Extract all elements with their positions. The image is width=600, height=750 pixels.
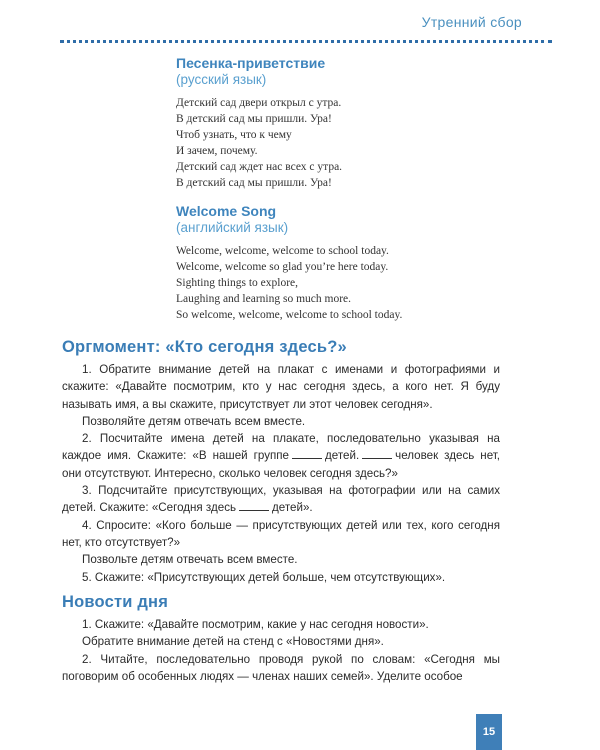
orgmoment-section	[62, 338, 500, 586]
verse-line: В детский сад мы пришли. Ура!	[176, 113, 332, 125]
verse-line: И зачем, почему.	[176, 145, 258, 157]
paragraph-text: 3. Подсчитайте присутствующих, указывая на фотографии или на самих детей. Скажите: «Сегодня здесь	[62, 484, 500, 515]
paragraph: 2. Читайте, последовательно проводя рукой по словам: «Сегодня мы поговорим об особенных людях — членах наших семей». Уделите особое	[62, 652, 500, 683]
paragraph-text: 2. Посчитайте имена детей на плакате, последовательно указывая на каждое имя. Скажите: «В нашей группе	[62, 432, 500, 463]
fill-in-blank	[239, 500, 269, 511]
verse-line: Детский сад двери открыл с утра.	[176, 97, 342, 109]
paragraph: 4. Спросите: «Кого больше — присутствующих детей или тех, кого сегодня нет, кто отсутствует?»	[62, 518, 500, 549]
verse-line: Laughing and learning so much more.	[176, 293, 352, 305]
verse-line: Welcome, welcome, welcome to school today.	[176, 245, 389, 257]
paragraph-text: детей.	[325, 449, 360, 463]
song-subtitle: (русский язык)	[176, 72, 267, 87]
section-title: Оргмомент: «Кто сегодня здесь?»	[62, 338, 347, 356]
verse-line: В детский сад мы пришли. Ура!	[176, 177, 332, 189]
verse-line: Sighting things to explore,	[176, 277, 299, 289]
paragraph: Обратите внимание детей на стенд с «Новостями дня».	[82, 635, 384, 649]
fill-in-blank	[362, 448, 392, 459]
section-title: Новости дня	[62, 593, 169, 611]
song-title: Песенка-приветствие	[176, 55, 326, 71]
verse-line: Welcome, welcome so glad you’re here today.	[176, 261, 389, 273]
greeting-song-ru	[176, 55, 516, 191]
song-title: Welcome Song	[176, 203, 277, 219]
page-number: 15	[476, 714, 502, 750]
running-head: Утренний сбор	[421, 14, 522, 30]
song-subtitle: (английский язык)	[176, 220, 289, 235]
song-verse	[176, 243, 516, 323]
paragraph: Позвольте детям отвечать всем вместе.	[82, 553, 298, 567]
paragraph	[62, 482, 500, 517]
verse-line: Чтоб узнать, что к чему	[176, 129, 292, 141]
header-dotted-rule	[60, 40, 552, 43]
paragraph	[62, 430, 500, 482]
paragraph: 1. Обратите внимание детей на плакат с именами и фотографиями и скажите: «Давайте посмотрим, кто у нас сегодня здесь, а кого нет. Я буду называть имя, а вы скажите, присутствует ли этот человек сегодня».	[62, 363, 500, 411]
paragraph-text: человек здесь нет, они отсутствуют. Интересно, сколько человек сегодня здесь?»	[62, 449, 501, 480]
song-verse	[176, 95, 516, 191]
fill-in-blank	[292, 448, 322, 459]
paragraph-text: детей».	[272, 501, 313, 515]
paragraph: Позволяйте детям отвечать всем вместе.	[82, 414, 306, 428]
verse-line: So welcome, welcome, welcome to school today.	[176, 309, 403, 321]
paragraph: 1. Скажите: «Давайте посмотрим, какие у нас сегодня новости».	[82, 618, 429, 631]
welcome-song-en	[176, 203, 516, 323]
paragraph: 5. Скажите: «Присутствующих детей больше, чем отсутствующих».	[82, 570, 446, 584]
verse-line: Детский сад ждет нас всех с утра.	[176, 161, 343, 173]
news-section	[62, 593, 500, 685]
